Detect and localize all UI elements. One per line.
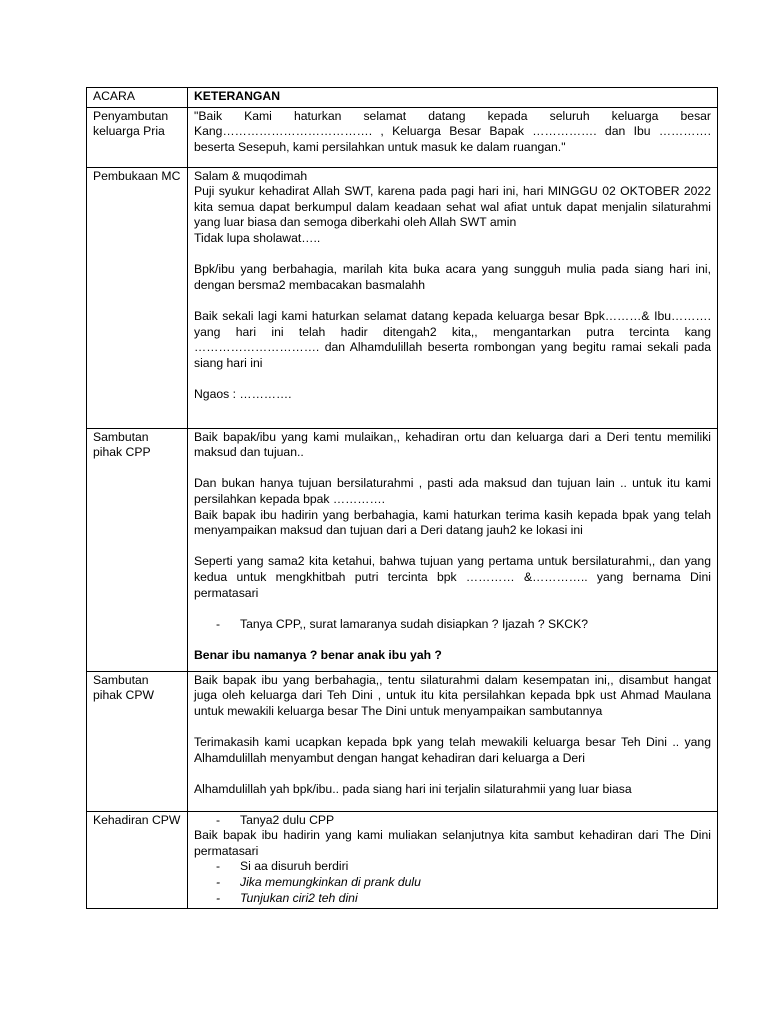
keterangan-cell bbox=[188, 428, 718, 671]
bullet-dash: - bbox=[216, 812, 221, 827]
table-row bbox=[87, 811, 718, 909]
acara-cell: Sambutan pihak CPP bbox=[87, 428, 188, 671]
list-item bbox=[194, 859, 711, 875]
list-item-text: Jika memungkinkan di prank dulu bbox=[240, 874, 421, 889]
list-item-text: Tanya CPP,, surat lamaranya sudah disiapkan ? Ijazah ? SKCK? bbox=[240, 616, 588, 631]
list-item-text: Tanya2 dulu CPP bbox=[240, 812, 335, 827]
header-keterangan: KETERANGAN bbox=[188, 88, 718, 108]
keterangan-cell bbox=[188, 167, 718, 428]
paragraph: Bpk/ibu yang berbahagia, marilah kita buka acara yang sungguh mulia pada siang hari ini, dengan bersma2 membacakan basmalahh bbox=[194, 262, 711, 292]
acara-cell: Penyambutan keluarga Pria bbox=[87, 107, 188, 167]
paragraph: Dan bukan hanya tujuan bersilaturahmi , pasti ada maksud dan tujuan lain .. untuk itu kami persilahkan kepada bpak …………. bbox=[194, 476, 711, 506]
paragraph: Baik bapak ibu hadirin yang kami muliakan selanjutnya kita sambut kehadiran dari The Dini permatasari bbox=[194, 828, 711, 858]
paragraph: Terimakasih kami ucapkan kepada bpk yang telah mewakili keluarga besar Teh Dini .. yang Alhamdulillah menyambut dengan hangat kehadiran dari keluarga a Deri bbox=[194, 734, 711, 765]
paragraph: "Baik Kami haturkan selamat datang kepada seluruh keluarga besar Kang………………………………. , Keluarga Besar Bapak ……………. dan Ibu …………. beserta Sesepuh, kami persilahkan untuk masuk ke dalam ruangan." bbox=[194, 108, 711, 154]
table-header-row bbox=[87, 88, 718, 108]
paragraph: Baik bapak ibu hadirin yang berbahagia, kami haturkan terima kasih kepada bpak yang telah menyampaikan maksud dan tujuan dari a Deri datang jauh2 ke lokasi ini bbox=[194, 507, 711, 538]
paragraph: Benar ibu namanya ? benar anak ibu yah ? bbox=[194, 647, 442, 662]
bullet-dash: - bbox=[216, 859, 221, 874]
acara-cell: Kehadiran CPW bbox=[87, 811, 188, 909]
paragraph: Alhamdulillah yah bpk/ibu.. pada siang hari ini terjalin silaturahmii yang luar biasa bbox=[194, 781, 632, 796]
rundown-table bbox=[86, 87, 718, 909]
list-item bbox=[194, 875, 711, 891]
header-acara: ACARA bbox=[87, 88, 188, 108]
bullet-dash: - bbox=[216, 874, 221, 889]
bullet-dash: - bbox=[216, 890, 221, 905]
bullet-dash: - bbox=[216, 616, 221, 631]
paragraph: Baik bapak ibu yang berbahagia,, tentu silaturahmi dalam kesempatan ini,, disambut hangat juga oleh keluarga dari Teh Dini , untuk itu kita persilahkan kepada bpk ust Ahmad Maulana untuk mewakili keluarga besar The Dini untuk menyampaikan sambutannya bbox=[194, 672, 711, 718]
paragraph: Baik sekali lagi kami haturkan selamat datang kepada keluarga besar Bpk………& Ibu………. yang hari ini telah hadir ditengah2 kita,, mengantarkan putra tercinta kang …………………………. dan Alhamdulillah beserta rombongan yang begitu ramai sekali pada siang hari ini bbox=[194, 308, 711, 370]
acara-cell: Sambutan pihak CPW bbox=[87, 671, 188, 811]
paragraph: Puji syukur kehadirat Allah SWT, karena pada pagi hari ini, hari MINGGU 02 OKTOBER 2022 kita semua dapat berkumpul dalam keadaan sehat wal afiat untuk dapat menjalin silaturahmi yang luar biasa dan semoga diberkahi oleh Allah SWT amin bbox=[194, 184, 711, 230]
table-row bbox=[87, 428, 718, 671]
list-item-text: Tunjukan ciri2 teh dini bbox=[240, 890, 358, 905]
keterangan-cell bbox=[188, 107, 718, 167]
list-item-text: Si aa disuruh berdiri bbox=[240, 859, 349, 874]
keterangan-cell bbox=[188, 811, 718, 909]
paragraph: Ngaos : …………. bbox=[194, 386, 292, 401]
keterangan-cell bbox=[188, 671, 718, 811]
paragraph: Tidak lupa sholawat….. bbox=[194, 230, 321, 245]
paragraph: Salam & muqodimah bbox=[194, 168, 308, 183]
list-item bbox=[194, 617, 711, 633]
paragraph: Seperti yang sama2 kita ketahui, bahwa tujuan yang pertama untuk bersilaturahmi,, dan yang kedua untuk mengkhitbah putri tercinta bpk ………… &………….. yang bernama Dini permatasari bbox=[194, 554, 711, 600]
table-row bbox=[87, 107, 718, 167]
acara-cell: Pembukaan MC bbox=[87, 167, 188, 428]
list-item bbox=[194, 891, 711, 907]
list-item bbox=[194, 813, 711, 829]
paragraph: Baik bapak/ibu yang kami mulaikan,, kehadiran ortu dan keluarga dari a Deri tentu memiliki maksud dan tujuan.. bbox=[194, 429, 711, 460]
table-row bbox=[87, 167, 718, 428]
table-row bbox=[87, 671, 718, 811]
